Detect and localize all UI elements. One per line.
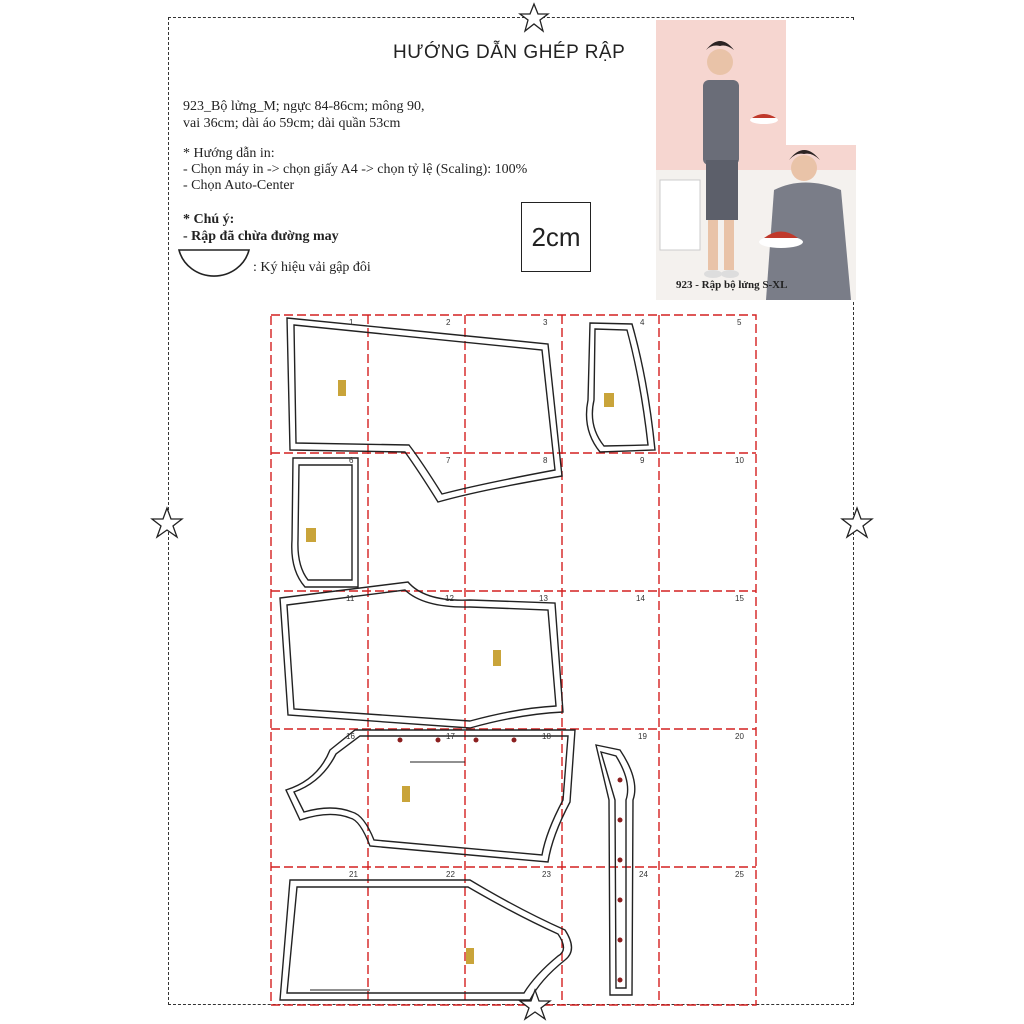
- cell-number: 14: [636, 594, 645, 603]
- cell-number: 12: [445, 594, 454, 603]
- cell-number: 10: [735, 456, 744, 465]
- cell-number: 1: [349, 318, 354, 327]
- print-guide-step-2: - Chọn Auto-Center: [183, 178, 295, 193]
- fold-symbol-label: : Ký hiệu vải gập đôi: [253, 260, 371, 275]
- size-spec-line-1: 923_Bộ lửng_M; ngực 84-86cm; mông 90,: [183, 99, 425, 114]
- cell-number: 16: [346, 732, 355, 741]
- cell-number: 20: [735, 732, 744, 741]
- alignment-star-icon: [518, 2, 550, 34]
- cell-number: 6: [349, 456, 354, 465]
- cell-number: 17: [446, 732, 455, 741]
- cell-number: 4: [640, 318, 645, 327]
- cell-number: 15: [735, 594, 744, 603]
- alignment-star-icon: [840, 506, 874, 540]
- alignment-star-icon: [518, 988, 552, 1022]
- grain-arrows: [310, 762, 465, 990]
- photo-caption: 923 - Rập bộ lửng S-XL: [676, 279, 788, 291]
- alignment-star-icon: [150, 506, 184, 540]
- cell-number: 13: [539, 594, 548, 603]
- cell-number: 21: [349, 870, 358, 879]
- bodice-back-piece: [280, 880, 572, 1000]
- cell-number: 24: [639, 870, 648, 879]
- print-guide-step-1: - Chọn máy in -> chọn giấy A4 -> chọn tỷ lệ (Scaling): 100%: [183, 162, 528, 177]
- page-title: HƯỚNG DẪN GHÉP RẬP: [393, 42, 626, 63]
- cell-number: 5: [737, 318, 742, 327]
- cell-number: 19: [638, 732, 647, 741]
- pants-front-piece: [287, 318, 562, 502]
- print-guide-heading: * Hướng dẫn in:: [183, 146, 275, 161]
- button-marks: [398, 738, 623, 983]
- cell-number: 7: [446, 456, 451, 465]
- cell-number: 8: [543, 456, 548, 465]
- pattern-pieces: [280, 318, 655, 1000]
- cell-number: 25: [735, 870, 744, 879]
- seam-note-text: - Rập đã chừa đường may: [183, 229, 339, 244]
- cell-number: 18: [542, 732, 551, 741]
- pants-back-piece: [280, 582, 563, 728]
- bodice-front-piece: [286, 730, 575, 862]
- seam-note-heading: * Chú ý:: [183, 212, 235, 227]
- cell-number: 22: [446, 870, 455, 879]
- cell-number: 9: [640, 456, 645, 465]
- cell-number: 3: [543, 318, 548, 327]
- cell-number: 11: [346, 594, 355, 603]
- size-spec-line-2: vai 36cm; dài áo 59cm; dài quần 53cm: [183, 116, 401, 131]
- cell-number: 23: [542, 870, 551, 879]
- cell-number: 2: [446, 318, 451, 327]
- grid-lines: [271, 315, 756, 1005]
- scale-reference-box: 2cm: [521, 202, 591, 272]
